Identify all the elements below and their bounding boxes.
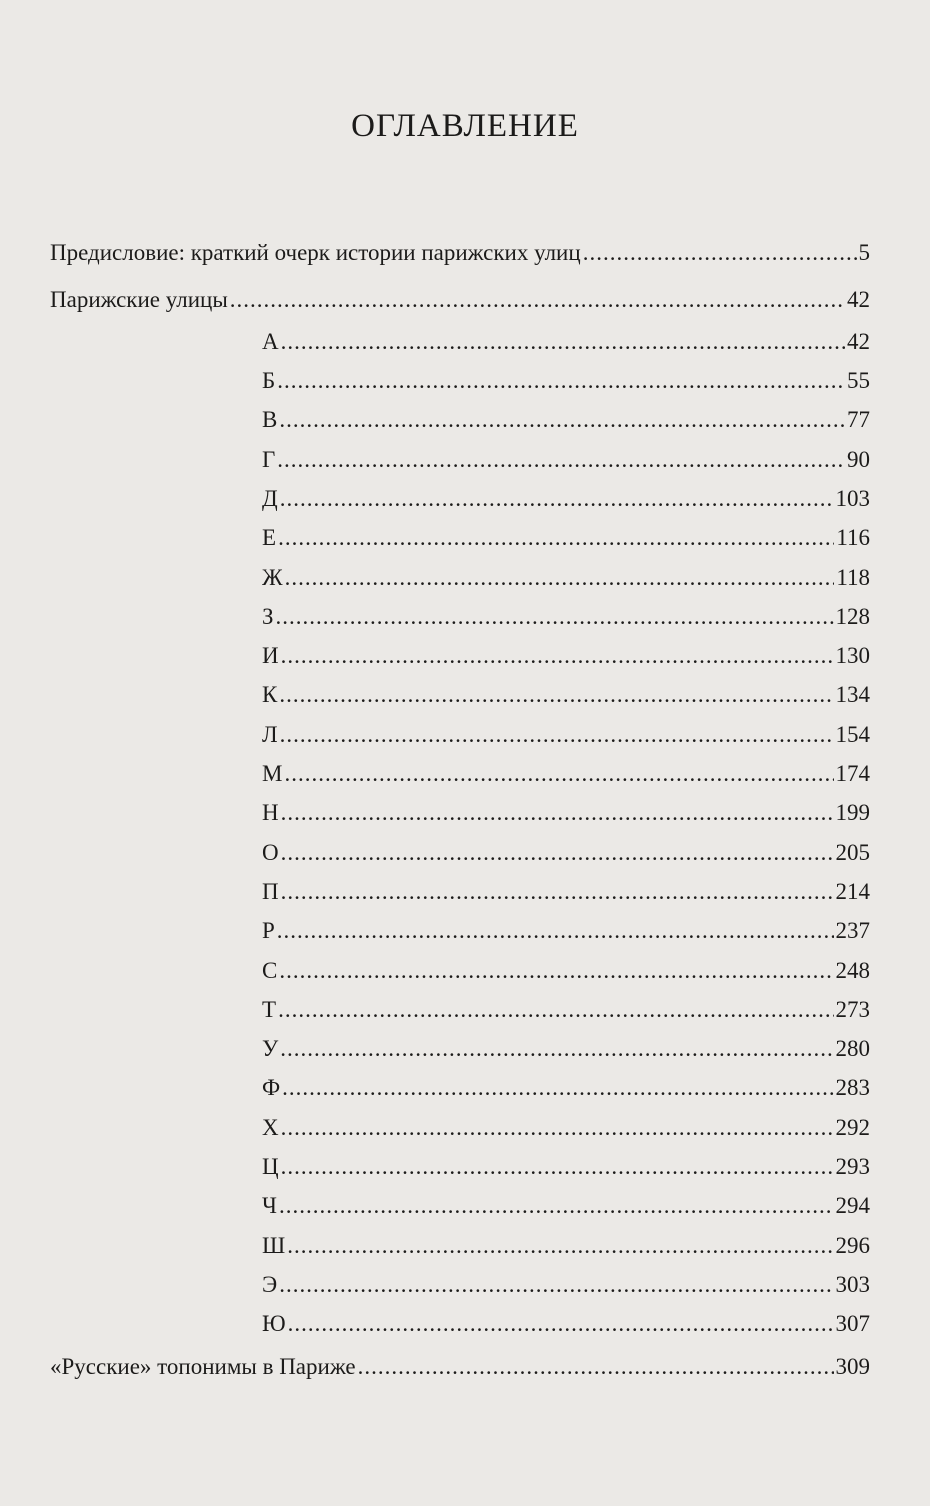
toc-entry: [262, 1309, 870, 1339]
toc-leader: [288, 1309, 834, 1339]
toc-entry: [50, 1352, 870, 1382]
toc-entry-label: Ю: [262, 1311, 286, 1336]
toc-leader: [280, 484, 834, 514]
toc-entry: [262, 720, 870, 750]
toc-entry-label: Б: [262, 368, 276, 393]
toc-entry-label: У: [262, 1036, 279, 1061]
toc-leader: [279, 405, 845, 435]
toc-entry-label: Ц: [262, 1154, 279, 1179]
toc-entry-label: Ф: [262, 1075, 281, 1100]
toc-entry: [262, 641, 870, 671]
toc-entry-page: 294: [835, 1193, 870, 1218]
toc-entry-page: 199: [835, 800, 870, 825]
toc-entry: [262, 523, 870, 553]
toc-entry-label: Л: [262, 722, 278, 747]
toc-entry: [262, 995, 870, 1025]
toc-entry: [262, 366, 870, 396]
toc-entry-page: 237: [835, 918, 870, 943]
toc-leader: [285, 563, 835, 593]
toc-entry-page: 293: [835, 1154, 870, 1179]
toc-entry-page: 128: [835, 604, 870, 629]
toc-entry-label: Г: [262, 447, 276, 472]
toc-entry-page: 205: [835, 840, 870, 865]
toc-entry: [262, 680, 870, 710]
toc-entry: [262, 759, 870, 789]
toc-entry-label: Ч: [262, 1193, 277, 1218]
toc-leader: [281, 838, 834, 868]
toc-entry: [50, 285, 870, 315]
toc-entry-page: 118: [836, 565, 870, 590]
toc-entry-label: Д: [262, 486, 278, 511]
toc-entry: [262, 445, 870, 475]
toc-entry: [262, 1231, 870, 1261]
toc-entry-label: Р: [262, 918, 275, 943]
toc-entry: [262, 1073, 870, 1103]
toc-entry-page: 130: [835, 643, 870, 668]
toc-entry: [262, 1270, 870, 1300]
toc-leader: [281, 1113, 834, 1143]
toc-entry: [262, 327, 870, 357]
toc-entry: [262, 602, 870, 632]
toc-leader: [281, 327, 845, 357]
toc-leader: [277, 916, 834, 946]
toc-entry-page: 303: [835, 1272, 870, 1297]
toc-entry-label: С: [262, 958, 278, 983]
toc-leader: [277, 366, 845, 396]
toc-entry: [262, 877, 870, 907]
toc-entry: [262, 1191, 870, 1221]
toc-entry-label: Ж: [262, 565, 283, 590]
toc-entry-label: Н: [262, 800, 279, 825]
toc-entry-page: 55: [847, 368, 870, 393]
toc-entry-label: А: [262, 329, 279, 354]
toc-leader: [276, 602, 834, 632]
toc-leader: [281, 641, 834, 671]
toc-leader: [279, 1191, 834, 1221]
toc-leader: [279, 956, 833, 986]
toc-entry: [262, 405, 870, 435]
toc-entry-page: 248: [835, 958, 870, 983]
toc-entry: [262, 798, 870, 828]
toc-entry-label: Э: [262, 1272, 278, 1297]
toc-entry: [50, 238, 870, 268]
toc-entry-label: П: [262, 879, 279, 904]
toc-entry-page: 283: [835, 1075, 870, 1100]
toc-leader: [358, 1352, 834, 1382]
toc-entry-page: 214: [835, 879, 870, 904]
toc-entry-label: Парижские улицы: [50, 287, 228, 312]
toc-leader: [277, 445, 845, 475]
toc-entry: [262, 956, 870, 986]
toc-entry-label: «Русские» топонимы в Париже: [50, 1354, 356, 1379]
toc-entry-label: К: [262, 682, 278, 707]
toc-leader: [279, 1270, 833, 1300]
toc-entry-page: 154: [835, 722, 870, 747]
toc-leader: [281, 1152, 834, 1182]
toc-entry-label: Предисловие: краткий очерк истории парижских улиц: [50, 240, 581, 265]
toc-leader: [280, 720, 834, 750]
toc-entry-label: Х: [262, 1115, 279, 1140]
toc-entry: [262, 563, 870, 593]
toc-entry-page: 296: [835, 1233, 870, 1258]
toc-entry-label: В: [262, 407, 278, 432]
toc-entry-label: Е: [262, 525, 277, 550]
toc-entry-page: 42: [847, 287, 870, 312]
toc-leader: [284, 759, 833, 789]
toc-entry-page: 5: [858, 240, 870, 265]
toc-entry-label: З: [262, 604, 274, 629]
toc-entry-page: 174: [835, 761, 870, 786]
toc-entry-label: Т: [262, 997, 277, 1022]
toc-entry-label: О: [262, 840, 279, 865]
toc-leader: [281, 798, 834, 828]
toc-entry: [262, 1113, 870, 1143]
toc-leader: [278, 523, 834, 553]
toc-entry-page: 134: [835, 682, 870, 707]
toc-entry-page: 116: [836, 525, 870, 550]
toc-entry-label: М: [262, 761, 283, 786]
toc-leader: [278, 995, 833, 1025]
toc-entry: [262, 838, 870, 868]
toc-entry-page: 90: [847, 447, 870, 472]
page-title: ОГЛАВЛЕНИЕ: [351, 108, 579, 144]
toc-leader: [279, 680, 833, 710]
toc-entry-page: 292: [835, 1115, 870, 1140]
toc-entry-label: Ш: [262, 1233, 286, 1258]
toc-leader: [583, 238, 857, 268]
toc-entry: [262, 1152, 870, 1182]
toc-leader: [282, 1073, 833, 1103]
toc-leader: [287, 1231, 833, 1261]
toc-leader: [281, 877, 834, 907]
toc-entry-page: 42: [847, 329, 870, 354]
toc-entry-label: И: [262, 643, 279, 668]
toc-entry-page: 103: [835, 486, 870, 511]
toc-entry-page: 280: [835, 1036, 870, 1061]
toc-leader: [230, 285, 845, 315]
toc-entry: [262, 484, 870, 514]
toc-entry: [262, 916, 870, 946]
toc-entry: [262, 1034, 870, 1064]
toc-entry-page: 309: [835, 1354, 870, 1379]
toc-entry-page: 77: [847, 407, 870, 432]
toc-entry-page: 307: [835, 1311, 870, 1336]
toc-entry-page: 273: [835, 997, 870, 1022]
toc-leader: [280, 1034, 833, 1064]
